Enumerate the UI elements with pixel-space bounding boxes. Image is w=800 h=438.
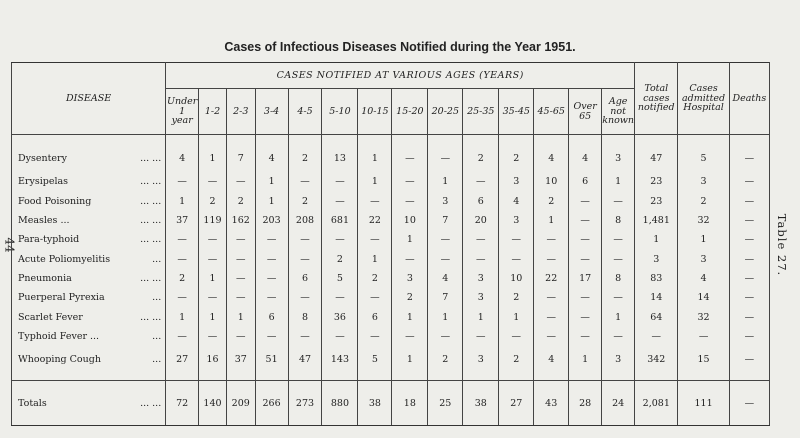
value-cell: 22 [358,211,392,230]
age-header-3: 3-4 [255,89,288,135]
value-cell: 27 [166,346,199,380]
value-cell: 1 [166,308,199,327]
value-cell: — [729,288,769,307]
value-cell: — [392,192,428,211]
value-cell: — [199,172,227,191]
age-header-9: 25-35 [463,89,499,135]
value-cell: — [729,269,769,288]
value-cell: 10 [534,172,569,191]
value-cell: 22 [534,269,569,288]
value-cell: — [166,230,199,249]
value-cell: 2 [499,135,534,173]
value-cell: 4 [569,135,602,173]
value-cell: 1 [199,308,227,327]
hospital-admissions-header: Cases admitted Hospital [678,63,729,135]
table-row [12,250,770,269]
value-cell: — [602,192,635,211]
value-cell: — [569,288,602,307]
value-cell: 3 [635,250,678,269]
value-cell: — [322,327,358,346]
value-cell: 1 [534,211,569,230]
value-cell: 27 [499,381,534,426]
value-cell: — [569,192,602,211]
age-header-11: 45-65 [534,89,569,135]
value-cell: 7 [226,135,255,173]
value-cell: — [358,288,392,307]
value-cell: — [602,230,635,249]
table-row [12,211,770,230]
value-cell: 4 [255,135,288,173]
value-cell: 1 [166,192,199,211]
value-cell: — [534,308,569,327]
value-cell: 162 [226,211,255,230]
value-cell: 681 [322,211,358,230]
value-cell: 37 [166,211,199,230]
value-cell: 1 [255,172,288,191]
value-cell: 6 [288,269,322,288]
value-cell: 2 [499,288,534,307]
value-cell: — [199,250,227,269]
value-cell: 2 [166,269,199,288]
value-cell: 1 [358,135,392,173]
value-cell: — [288,250,322,269]
value-cell: 1 [358,250,392,269]
value-cell: — [499,327,534,346]
value-cell: — [358,327,392,346]
value-cell: 1 [463,308,499,327]
value-cell: 3 [678,172,729,191]
value-cell: — [358,192,392,211]
value-cell: — [428,230,463,249]
disease-name: Typhoid Fever ... [12,327,138,346]
value-cell: 203 [255,211,288,230]
value-cell: — [392,172,428,191]
value-cell: — [729,381,769,426]
value-cell: 51 [255,346,288,380]
value-cell: 2 [199,192,227,211]
table-row [12,230,770,249]
value-cell: 72 [166,381,199,426]
value-cell: — [428,250,463,269]
value-cell: 1 [392,346,428,380]
value-cell: 17 [569,269,602,288]
value-cell: 38 [358,381,392,426]
value-cell: 140 [199,381,227,426]
value-cell: — [358,230,392,249]
value-cell: 2 [288,135,322,173]
value-cell: 24 [602,381,635,426]
value-cell: 2 [428,346,463,380]
value-cell: — [729,172,769,191]
value-cell: 3 [428,192,463,211]
value-cell: 6 [358,308,392,327]
value-cell: 25 [428,381,463,426]
value-cell: — [288,288,322,307]
value-cell: — [166,250,199,269]
value-cell: — [255,288,288,307]
value-cell: — [635,327,678,346]
value-cell: 2 [678,192,729,211]
value-cell: 1,481 [635,211,678,230]
age-header-12: Over 65 [569,89,602,135]
value-cell: 16 [199,346,227,380]
value-cell: 6 [569,172,602,191]
value-cell: 3 [392,269,428,288]
value-cell: 1 [226,308,255,327]
value-cell: — [463,230,499,249]
disease-name: Measles ... [12,211,138,230]
value-cell: 10 [499,269,534,288]
value-cell: 20 [463,211,499,230]
disease-name: Acute Poliomyelitis [12,250,138,269]
value-cell: 2 [322,250,358,269]
leader-dots: ... ... [138,269,166,288]
value-cell: 14 [635,288,678,307]
value-cell: — [226,269,255,288]
leader-dots: ... ... [138,381,166,426]
value-cell: — [602,250,635,269]
value-cell: 111 [678,381,729,426]
page-number: 44 [2,237,17,253]
table-row [12,135,770,173]
value-cell: — [322,192,358,211]
value-cell: 1 [499,308,534,327]
value-cell: — [226,327,255,346]
value-cell: 3 [602,135,635,173]
value-cell: — [226,230,255,249]
value-cell: 1 [428,172,463,191]
value-cell: — [729,211,769,230]
age-header-10: 35-45 [499,89,534,135]
totals-row [12,381,770,426]
value-cell: 64 [635,308,678,327]
value-cell: 4 [534,346,569,380]
value-cell: — [226,288,255,307]
value-cell: 6 [255,308,288,327]
value-cell: — [729,192,769,211]
value-cell: 8 [602,269,635,288]
disease-name: Pneumonia [12,269,138,288]
value-cell: 4 [428,269,463,288]
age-header-5: 5-10 [322,89,358,135]
value-cell: — [729,346,769,380]
leader-dots: ... [138,250,166,269]
leader-dots: ... ... [138,135,166,173]
value-cell: 4 [499,192,534,211]
value-cell: 23 [635,172,678,191]
value-cell: 5 [358,346,392,380]
leader-dots: ... ... [138,192,166,211]
value-cell: 32 [678,308,729,327]
value-cell: 3 [463,346,499,380]
value-cell: 28 [569,381,602,426]
value-cell: — [602,288,635,307]
value-cell: 1 [678,230,729,249]
value-cell: 208 [288,211,322,230]
value-cell: — [499,230,534,249]
value-cell: 2 [226,192,255,211]
value-cell: 32 [678,211,729,230]
value-cell: — [255,327,288,346]
value-cell: — [392,135,428,173]
value-cell: 1 [392,308,428,327]
disease-name: Whooping Cough [12,346,138,380]
value-cell: — [602,327,635,346]
value-cell: 37 [226,346,255,380]
disease-name: Food Poisoning [12,192,138,211]
value-cell: 14 [678,288,729,307]
value-cell: — [322,172,358,191]
value-cell: 880 [322,381,358,426]
value-cell: 119 [199,211,227,230]
table-row [12,288,770,307]
table-row [12,172,770,191]
value-cell: — [255,250,288,269]
value-cell: 1 [602,308,635,327]
value-cell: — [729,135,769,173]
leader-dots: ... [138,346,166,380]
value-cell: — [288,230,322,249]
age-header-6: 10-15 [358,89,392,135]
value-cell: — [569,250,602,269]
value-cell: 36 [322,308,358,327]
value-cell: — [199,230,227,249]
leader-dots: ... [138,327,166,346]
value-cell: 15 [678,346,729,380]
value-cell: 10 [392,211,428,230]
total-cases-header: Total cases notified [635,63,678,135]
value-cell: 5 [678,135,729,173]
disease-name: Dysentery [12,135,138,173]
value-cell: 1 [255,192,288,211]
leader-dots: ... ... [138,308,166,327]
value-cell: 5 [322,269,358,288]
value-cell: 13 [322,135,358,173]
value-cell: — [534,250,569,269]
age-header-1: 1-2 [199,89,227,135]
value-cell: 1 [569,346,602,380]
value-cell: — [166,327,199,346]
value-cell: — [166,172,199,191]
value-cell: 266 [255,381,288,426]
value-cell: 1 [635,230,678,249]
value-cell: 1 [358,172,392,191]
value-cell: — [463,327,499,346]
value-cell: 3 [499,211,534,230]
value-cell: — [166,288,199,307]
value-cell: 47 [288,346,322,380]
value-cell: — [322,230,358,249]
value-cell: 1 [199,135,227,173]
age-header-4: 4-5 [288,89,322,135]
value-cell: 47 [635,135,678,173]
value-cell: 143 [322,346,358,380]
age-header-0: Under 1 year [166,89,199,135]
value-cell: 1 [392,230,428,249]
leader-dots: ... ... [138,230,166,249]
value-cell: 83 [635,269,678,288]
page-title: Cases of Infectious Diseases Notified during the Year 1951. [224,40,576,54]
value-cell: 8 [288,308,322,327]
value-cell: 2 [288,192,322,211]
value-cell: — [392,327,428,346]
age-header-2: 2-3 [226,89,255,135]
value-cell: — [199,327,227,346]
age-group-header: CASES NOTIFIED AT VARIOUS AGES (YEARS) [166,63,635,89]
value-cell: 1 [199,269,227,288]
disease-header: DISEASE [12,63,166,135]
value-cell: 342 [635,346,678,380]
value-cell: 3 [463,288,499,307]
value-cell: 2,081 [635,381,678,426]
value-cell: — [428,135,463,173]
value-cell: — [569,308,602,327]
value-cell: — [569,211,602,230]
disease-name: Para-typhoid [12,230,138,249]
value-cell: 273 [288,381,322,426]
value-cell: 209 [226,381,255,426]
value-cell: — [392,250,428,269]
value-cell: — [199,288,227,307]
value-cell: — [499,250,534,269]
leader-dots: ... ... [138,172,166,191]
disease-table [11,62,770,426]
table-row [12,327,770,346]
value-cell: 43 [534,381,569,426]
table-caption: Table 27. [775,213,789,277]
value-cell: — [729,250,769,269]
table-row [12,269,770,288]
value-cell: 23 [635,192,678,211]
value-cell: 4 [678,269,729,288]
deaths-header: Deaths [729,63,769,135]
value-cell: — [288,172,322,191]
value-cell: 7 [428,288,463,307]
age-header-7: 15-20 [392,89,428,135]
value-cell: 4 [166,135,199,173]
value-cell: 18 [392,381,428,426]
value-cell: — [463,172,499,191]
value-cell: — [288,327,322,346]
value-cell: — [463,250,499,269]
table-row [12,346,770,380]
value-cell: — [569,230,602,249]
value-cell: — [729,327,769,346]
age-header-8: 20-25 [428,89,463,135]
value-cell: — [226,172,255,191]
value-cell: 7 [428,211,463,230]
value-cell: 4 [534,135,569,173]
disease-name: Puerperal Pyrexia [12,288,138,307]
value-cell: 3 [602,346,635,380]
value-cell: 1 [602,172,635,191]
value-cell: 38 [463,381,499,426]
leader-dots: ... ... [138,211,166,230]
value-cell: 2 [358,269,392,288]
disease-name: Erysipelas [12,172,138,191]
value-cell: — [534,288,569,307]
totals-label: Totals [12,381,138,426]
value-cell: 1 [428,308,463,327]
value-cell: — [255,269,288,288]
value-cell: 2 [392,288,428,307]
leader-dots: ... [138,288,166,307]
value-cell: 6 [463,192,499,211]
age-header-13: Age not known [602,89,635,135]
value-cell: — [729,308,769,327]
value-cell: 3 [499,172,534,191]
value-cell: 2 [463,135,499,173]
value-cell: — [322,288,358,307]
value-cell: 3 [678,250,729,269]
value-cell: — [534,327,569,346]
value-cell: — [678,327,729,346]
value-cell: — [428,327,463,346]
value-cell: — [569,327,602,346]
value-cell: — [255,230,288,249]
value-cell: — [729,230,769,249]
disease-name: Scarlet Fever [12,308,138,327]
value-cell: 3 [463,269,499,288]
value-cell: 8 [602,211,635,230]
value-cell: 2 [499,346,534,380]
value-cell: 2 [534,192,569,211]
value-cell: — [226,250,255,269]
table-row [12,192,770,211]
value-cell: — [534,230,569,249]
table-row [12,308,770,327]
